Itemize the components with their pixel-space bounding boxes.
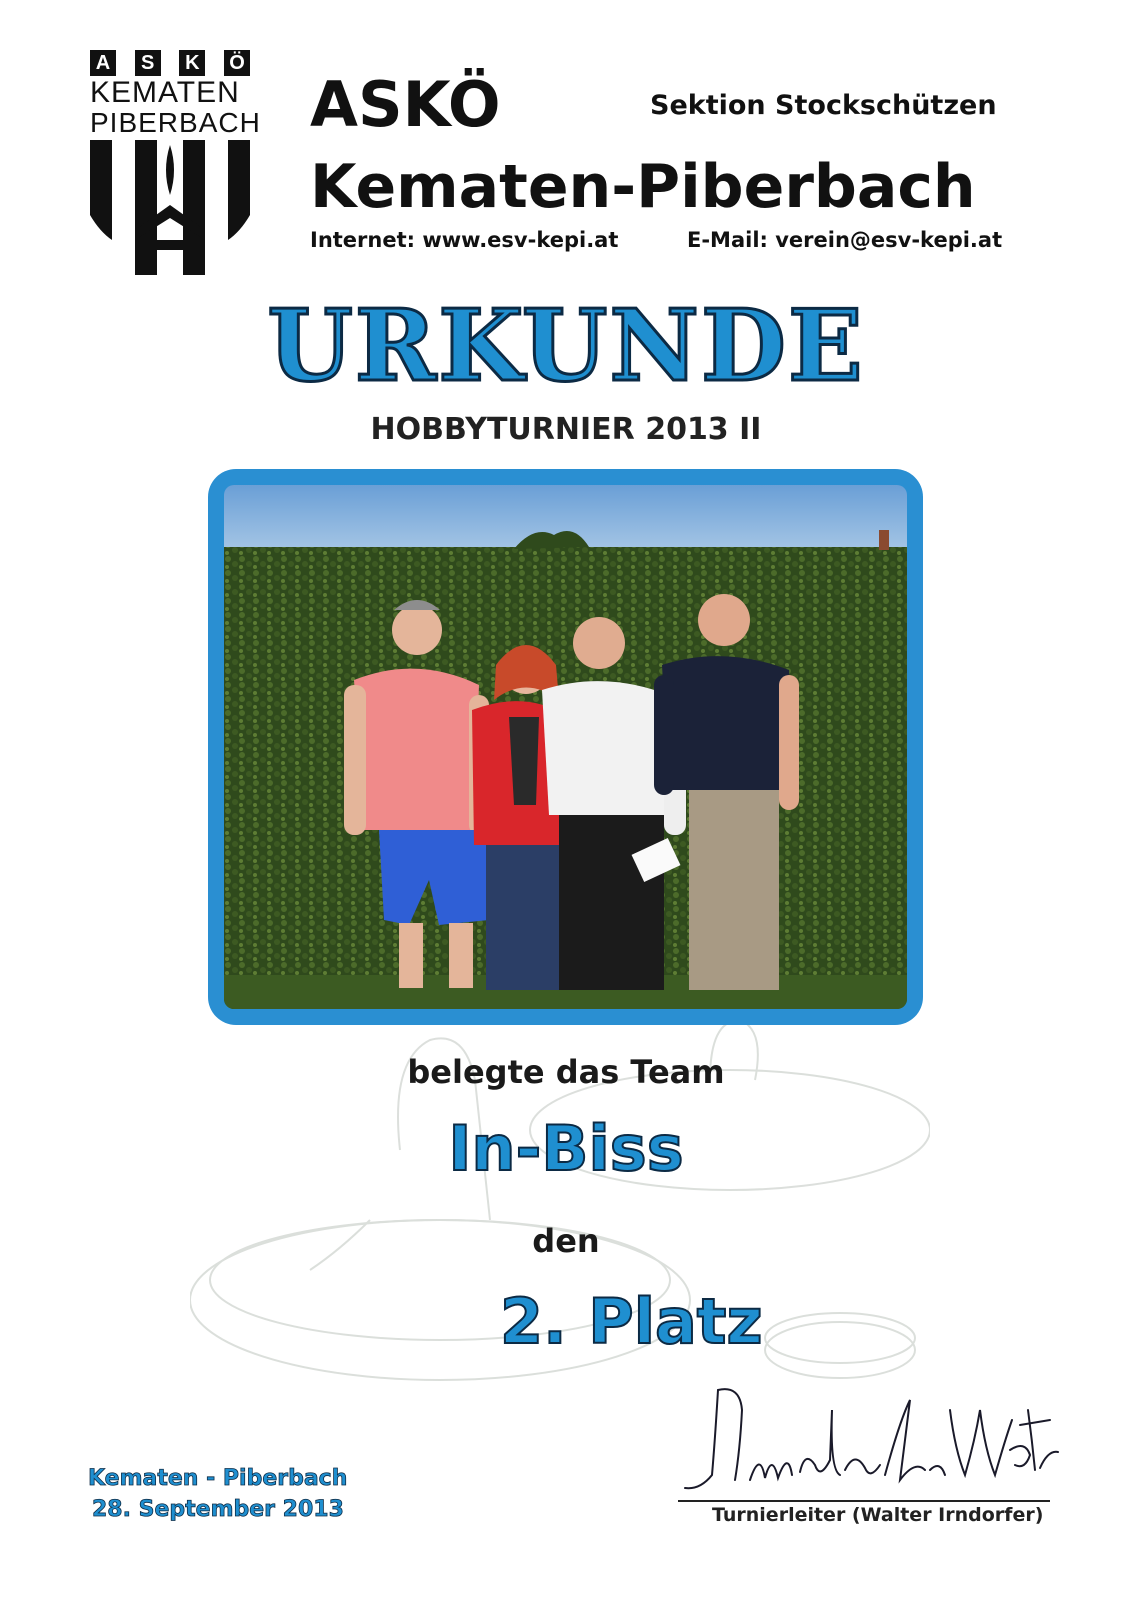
website-text: Internet: www.esv-kepi.at [310, 228, 619, 252]
email-text: E-Mail: verein@esv-kepi.at [687, 228, 1003, 252]
logo-line-1: KEMATEN [90, 76, 240, 109]
logo-letter: A [90, 50, 116, 76]
team-photo [224, 485, 907, 1009]
club-logo [90, 50, 261, 275]
certificate-title: URKUNDE [267, 289, 865, 404]
logo-letter: Ö [224, 50, 250, 76]
location: Kematen - Piberbach [88, 1466, 348, 1491]
placement-connector: den [532, 1222, 600, 1260]
tournament-name: HOBBYTURNIER 2013 II [370, 412, 762, 447]
team-name: In-Biss [448, 1112, 684, 1185]
club-short-name: ASKÖ [310, 68, 501, 141]
logo-line-2: PIBERBACH [90, 107, 261, 138]
club-full-name: Kematen-Piberbach [310, 152, 976, 222]
placement-intro: belegte das Team [407, 1053, 725, 1091]
logo-letters [90, 50, 250, 76]
placement: 2. Platz [500, 1285, 763, 1358]
logo-shield-icon [90, 140, 250, 275]
signature-caption: Turnierleiter (Walter Irndorfer) [712, 1504, 1044, 1526]
section-name: Sektion Stockschützen [650, 90, 997, 121]
date: 28. September 2013 [92, 1497, 344, 1522]
signature-icon [680, 1380, 1060, 1495]
logo-letter: S [135, 50, 161, 76]
logo-letter: K [179, 50, 205, 76]
signature-line [678, 1500, 1050, 1502]
